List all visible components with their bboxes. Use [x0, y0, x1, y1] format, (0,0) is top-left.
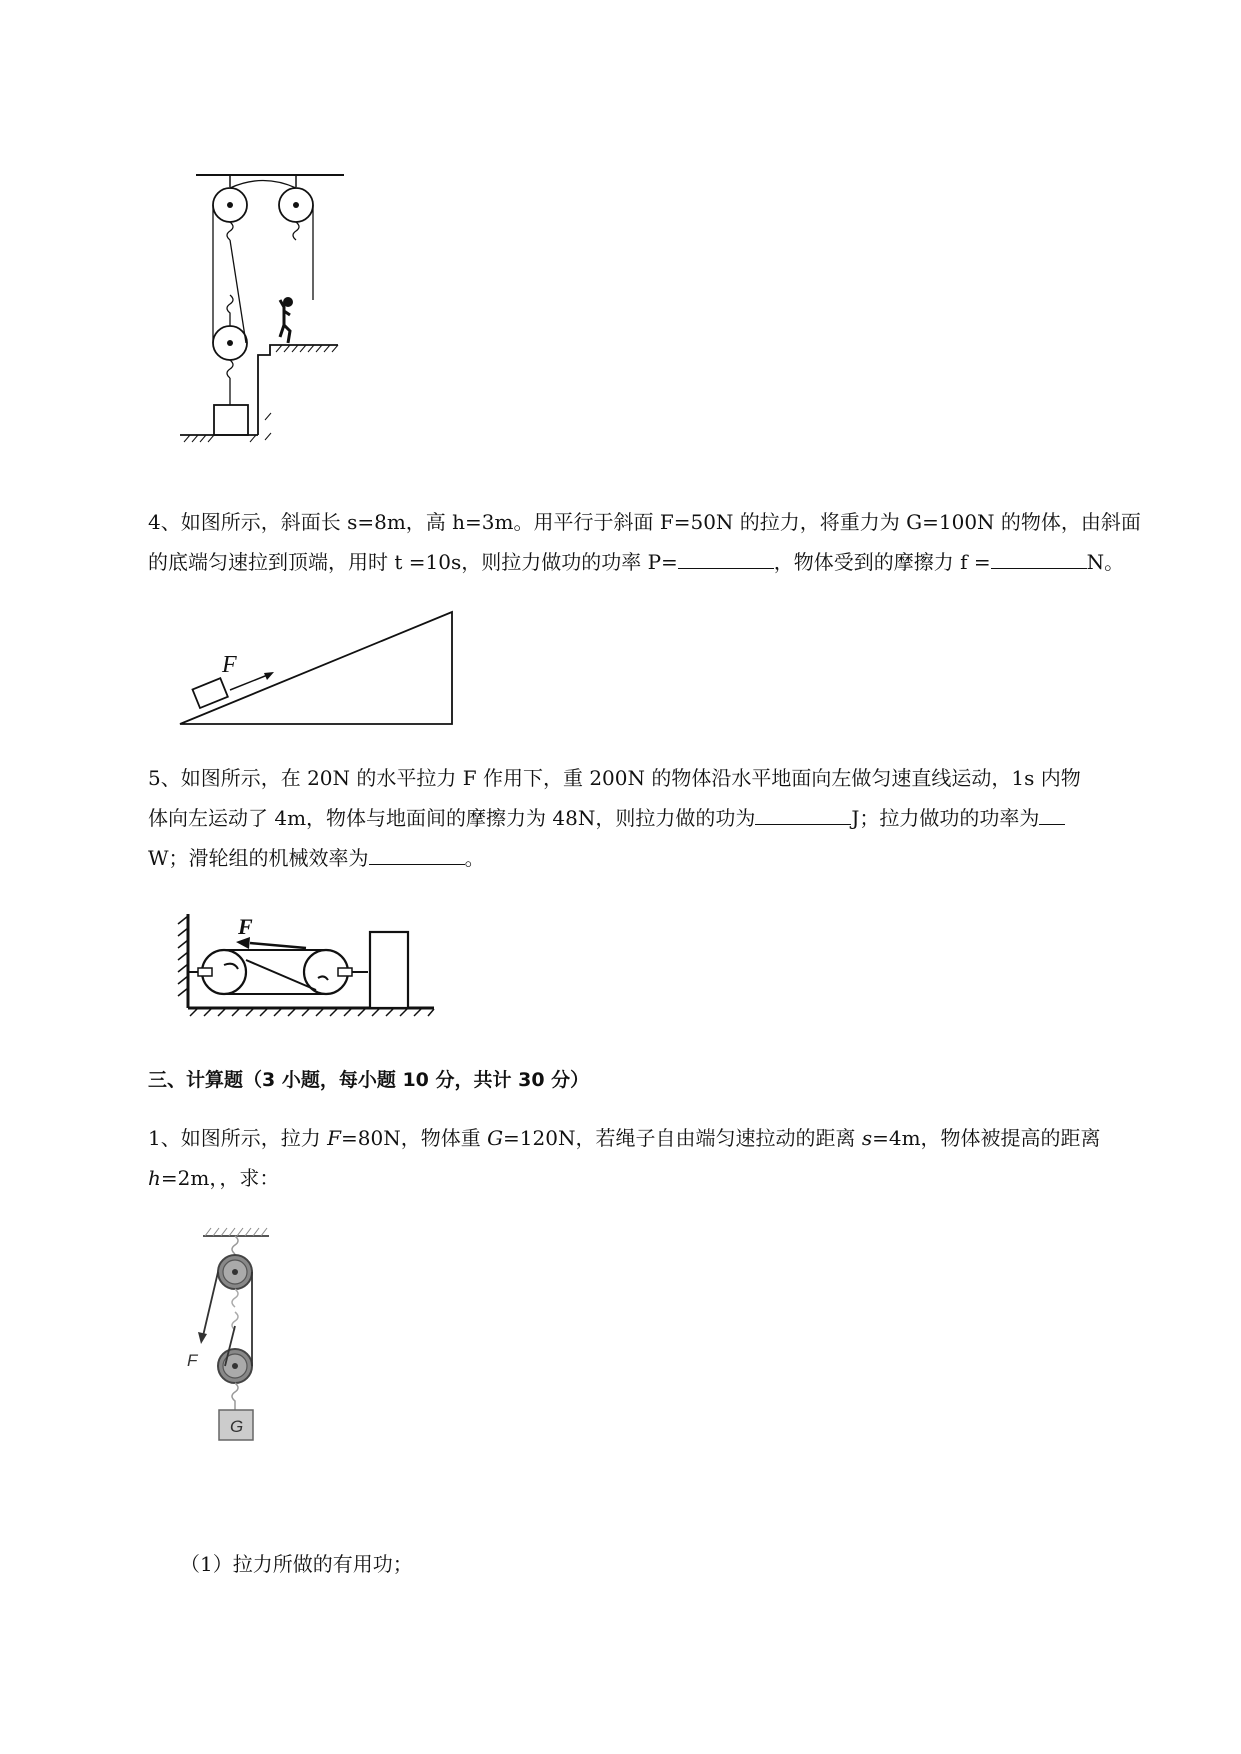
q5-line2: 体向左运动了 4m，物体与地面间的摩擦力为 48N，则拉力做的功为 J；拉力做功的功率为 [148, 804, 1065, 832]
load-weight-label: G [230, 1417, 244, 1436]
answer-blank-work[interactable] [755, 804, 851, 825]
calc1-line2: h=2m，，求： [148, 1166, 280, 1190]
horizontal-pulley-figure [176, 910, 466, 1020]
incline-figure [170, 600, 460, 730]
q5-line1: 5、如图所示，在 20N 的水平拉力 F 作用下，重 200N 的物体沿水平地面向左做匀速直线运动，1s 内物 [148, 766, 1081, 790]
q4-line2: 的底端匀速拉到顶端，用时 t =10s，则拉力做功的功率 P= ，物体受到的摩擦力 f = N。 [148, 550, 1125, 574]
answer-blank-friction[interactable] [991, 548, 1087, 569]
pulley-force-label: F [187, 1351, 198, 1370]
q5-line3: W；滑轮组的机械效率为 。 [148, 846, 485, 870]
answer-blank-power-q5[interactable] [1039, 804, 1065, 825]
answer-blank-efficiency[interactable] [369, 844, 465, 865]
pulley-stairs-figure [180, 165, 360, 465]
calc1-subquestion-1: （1）拉力所做的有用功； [180, 1552, 413, 1576]
answer-blank-power[interactable] [678, 548, 774, 569]
q4-line1: 4、如图所示，斜面长 s=8m，高 h=3m。用平行于斜面 F=50N 的拉力，将重力为 G=100N 的物体，由斜面 [148, 510, 1141, 534]
horizontal-force-label: F [238, 914, 253, 939]
pulley-block-figure [185, 1226, 285, 1466]
section-heading: 三、计算题（3 小题，每小题 10 分，共计 30 分） [148, 1069, 590, 1091]
incline-force-label: F [222, 652, 237, 678]
calc1-line1: 1、如图所示，拉力 F=80N，物体重 G=120N，若绳子自由端匀速拉动的距离 s=4m，物体被提高的距离 [148, 1126, 1101, 1150]
